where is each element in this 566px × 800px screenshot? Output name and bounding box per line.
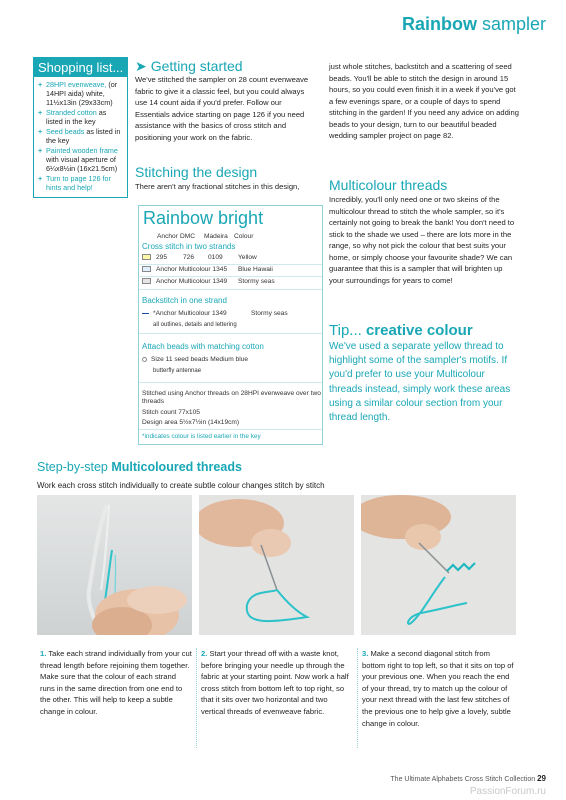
- plus-icon: +: [38, 80, 43, 89]
- shopping-item: + Painted wooden frame with visual aperture of 6¼x8½in (16x21.5cm): [38, 146, 118, 173]
- step-text: Start your thread off with a waste knot, before bringing your needle up through the fabric at your starting point. Now work a half cross stitch from bottom left to top right, so that it sits over two horizontal and two vertical threads of evenweave fabric.: [201, 649, 349, 716]
- key-row: *Anchor Multicolour 1349 Stormy seas: [142, 310, 288, 318]
- getting-started-text: We've stitched the sampler on 28 count evenweave fabric to give it a classic feel, but you could always use 14 count aida if you'd prefer. Follow our Essentials advice starting on page 126 if you need assistance with the basics of cross stitch and positioning your work on the fabric.: [135, 75, 309, 142]
- header-bold: Rainbow: [401, 14, 477, 34]
- plus-icon: +: [38, 174, 43, 183]
- header-light: sampler: [476, 14, 546, 34]
- getting-started-heading: ➤ Getting started: [135, 58, 243, 74]
- arrow-icon: ➤: [135, 58, 147, 74]
- step-photo-1: [37, 495, 192, 635]
- key-column-headers: Anchor DMC Madeira Colour: [157, 233, 254, 240]
- thread-key-box: [138, 205, 323, 445]
- thread-photo-image: [37, 495, 192, 635]
- right-column-text: just whole stitches, backstitch and a scattering of seed beads. You'll be able to stitch the design in around 15 hours, so you could even finish it in a week if you've got a few evenings spare, or a couple of days to spend stitching in the garden! If you need any advice on adding beads to your design, turn to our beautiful beaded wedding sampler project on page 82.: [329, 62, 519, 140]
- divider: [357, 648, 358, 748]
- step-number: 3.: [362, 649, 369, 658]
- key-row: Anchor Multicolour 1345 Blue Hawaii: [142, 266, 273, 274]
- beads-subheading: Attach beads with matching cotton: [142, 342, 264, 351]
- divider: [139, 264, 322, 265]
- shopping-item: + Turn to page 126 for hints and help!: [38, 174, 111, 192]
- plus-icon: +: [38, 146, 43, 155]
- shopping-list-box: [33, 57, 128, 198]
- step-3: [362, 648, 514, 729]
- step-by-step-heading: Step-by-step Multicoloured threads: [37, 460, 242, 474]
- backstitch-subheading: Backstitch in one strand: [142, 296, 227, 305]
- stitching-heading: Stitching the design: [135, 164, 258, 180]
- divider: [139, 382, 322, 383]
- step-photo-2: [199, 495, 354, 635]
- cross-stitch-photo-image: [361, 495, 516, 635]
- divider: [139, 429, 322, 430]
- symbol-swatch-icon: [142, 266, 151, 272]
- plus-icon: +: [38, 127, 43, 136]
- shopping-item: + 28HPI evenweave, (or 14HPI aida) white, 11½x13in (29x33cm): [38, 80, 118, 107]
- step-1: [40, 648, 192, 718]
- stitching-text: There aren't any fractional stitches in this design,: [135, 182, 300, 191]
- key-info-line: Design area 5½x7½in (14x19cm): [142, 419, 240, 426]
- key-row: Size 11 seed beads Medium blue: [142, 356, 248, 364]
- step-text: Take each strand individually from your cut thread length before rejoining them together. Make sure that the colour of each strand runs in the same direction from one end to the other. This will help to keep a subtle change in colour.: [40, 649, 192, 716]
- plus-icon: +: [38, 108, 43, 117]
- step-by-step-subtitle: Work each cross stitch individually to create subtle colour changes stitch by stitch: [37, 481, 325, 490]
- footer-title: The Ultimate Alphabets Cross Stitch Collection: [390, 776, 536, 783]
- shopping-item: + Seed beads as listed in the key: [38, 127, 121, 145]
- key-title: Rainbow bright: [143, 208, 264, 228]
- key-info-line: Stitched using Anchor threads on 28HPI evenweave over two threads: [142, 390, 321, 405]
- tip-text: We've used a separate yellow thread to highlight some of the sampler's motifs. If you'd prefer to use your Multicolour threads instead, simply work these areas using a similar colour section from your thread length.: [329, 341, 511, 424]
- shopping-list: [34, 77, 127, 197]
- symbol-swatch-icon: [142, 254, 151, 260]
- needle-photo-image: [199, 495, 354, 635]
- key-row: 295 726 0109 Yellow: [142, 254, 257, 262]
- backstitch-line-icon: [142, 313, 149, 315]
- page-footer: [390, 774, 546, 783]
- step-2: [201, 648, 353, 718]
- key-footnote: *indicates colour is listed earlier in the key: [142, 433, 261, 440]
- multicolour-text: Incredibly, you'll only need one or two skeins of the multicolour thread to stitch the whole sampler, so it's certainly not going to break the bank! You don't need to stick to the shade we used – there are lots more in the range, so why not pick the colour that best suits your home, or simply choose your favourite shade? We can guarantee that this is a sampler that will brighten up your surroundings for years to come!: [329, 195, 515, 285]
- divider: [139, 333, 322, 334]
- page-number: 29: [537, 774, 546, 783]
- step-photo-3: [361, 495, 516, 635]
- step-number: 1.: [40, 649, 47, 658]
- beads-note: butterfly antennae: [153, 368, 202, 374]
- cross-stitch-subheading: Cross stitch in two strands: [142, 242, 236, 251]
- bead-icon: [142, 357, 147, 362]
- step-text: Make a second diagonal stitch from bottom right to top left, so that it sits on top of your previous one. When you reach the end of your thread, try to match up the colour of your next thread with the last few stitches of the previous one to help give a lovely, subtle change in colour.: [362, 649, 514, 728]
- tip-heading: Tip... creative colour: [329, 322, 473, 339]
- symbol-swatch-icon: [142, 278, 151, 284]
- shopping-item: + Stranded cotton as listed in the key: [38, 108, 107, 126]
- multicolour-heading: Multicolour threads: [329, 177, 448, 193]
- divider: [139, 276, 322, 277]
- shopping-list-title: Shopping list...: [34, 58, 127, 77]
- step-number: 2.: [201, 649, 208, 658]
- watermark: PassionForum.ru: [469, 786, 546, 797]
- key-info-line: Stitch count 77x105: [142, 409, 200, 416]
- page-header: [402, 14, 546, 35]
- divider: [139, 289, 322, 290]
- divider: [196, 648, 197, 748]
- key-row: Anchor Multicolour 1349 Stormy seas: [142, 278, 275, 286]
- backstitch-note: all outlines, details and lettering: [153, 322, 237, 328]
